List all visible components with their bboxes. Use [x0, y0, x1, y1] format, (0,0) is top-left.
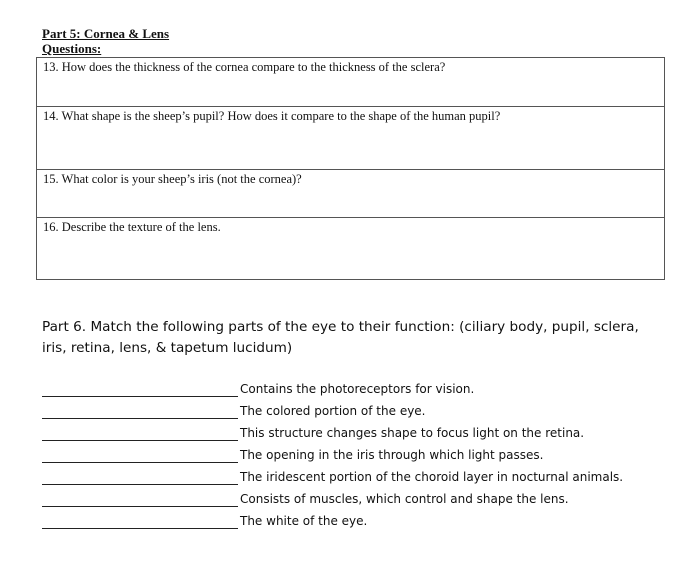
matching-list	[42, 375, 682, 529]
question-14-text: 14. What shape is the sheep’s pupil? How does it compare to the shape of the human pupil?	[43, 109, 501, 123]
answer-blank[interactable]	[42, 513, 238, 529]
answer-blank[interactable]	[42, 447, 238, 463]
question-row	[37, 218, 665, 280]
list-item	[42, 375, 682, 397]
part6-heading: Part 6. Match the following parts of the eye to their function: (ciliary body, pupil, sclera, iris, retina, lens, & tapetum lucidum)	[42, 319, 639, 356]
list-item	[42, 419, 682, 441]
function-text: Contains the photoreceptors for vision.	[240, 382, 475, 396]
question-16-text: 16. Describe the texture of the lens.	[43, 220, 221, 234]
function-text: The white of the eye.	[240, 514, 368, 528]
list-item	[42, 397, 682, 419]
function-text: Consists of muscles, which control and shape the lens.	[240, 492, 569, 506]
list-item	[42, 441, 682, 463]
question-15-cell[interactable]	[37, 170, 665, 218]
answer-blank[interactable]	[42, 403, 238, 419]
question-15-text: 15. What color is your sheep’s iris (not the cornea)?	[43, 172, 302, 186]
function-text: The colored portion of the eye.	[240, 404, 426, 418]
question-row	[37, 107, 665, 170]
function-text: The iridescent portion of the choroid layer in nocturnal animals.	[240, 470, 624, 484]
question-16-cell[interactable]	[37, 218, 665, 280]
question-row	[37, 170, 665, 218]
answer-blank[interactable]	[42, 381, 238, 397]
answer-blank[interactable]	[42, 425, 238, 441]
function-text: The opening in the iris through which light passes.	[240, 448, 544, 462]
list-item	[42, 463, 682, 485]
answer-blank[interactable]	[42, 469, 238, 485]
list-item	[42, 485, 682, 507]
answer-blank[interactable]	[42, 491, 238, 507]
part5-questions-label: Questions:	[42, 41, 102, 56]
question-row	[37, 58, 665, 107]
questions-table	[36, 57, 665, 280]
question-14-cell[interactable]	[37, 107, 665, 170]
question-13-cell[interactable]	[37, 58, 665, 107]
list-item	[42, 507, 682, 529]
question-13-text: 13. How does the thickness of the cornea compare to the thickness of the sclera?	[43, 60, 446, 74]
function-text: This structure changes shape to focus light on the retina.	[240, 426, 585, 440]
part5-title: Part 5: Cornea & Lens	[42, 26, 170, 41]
